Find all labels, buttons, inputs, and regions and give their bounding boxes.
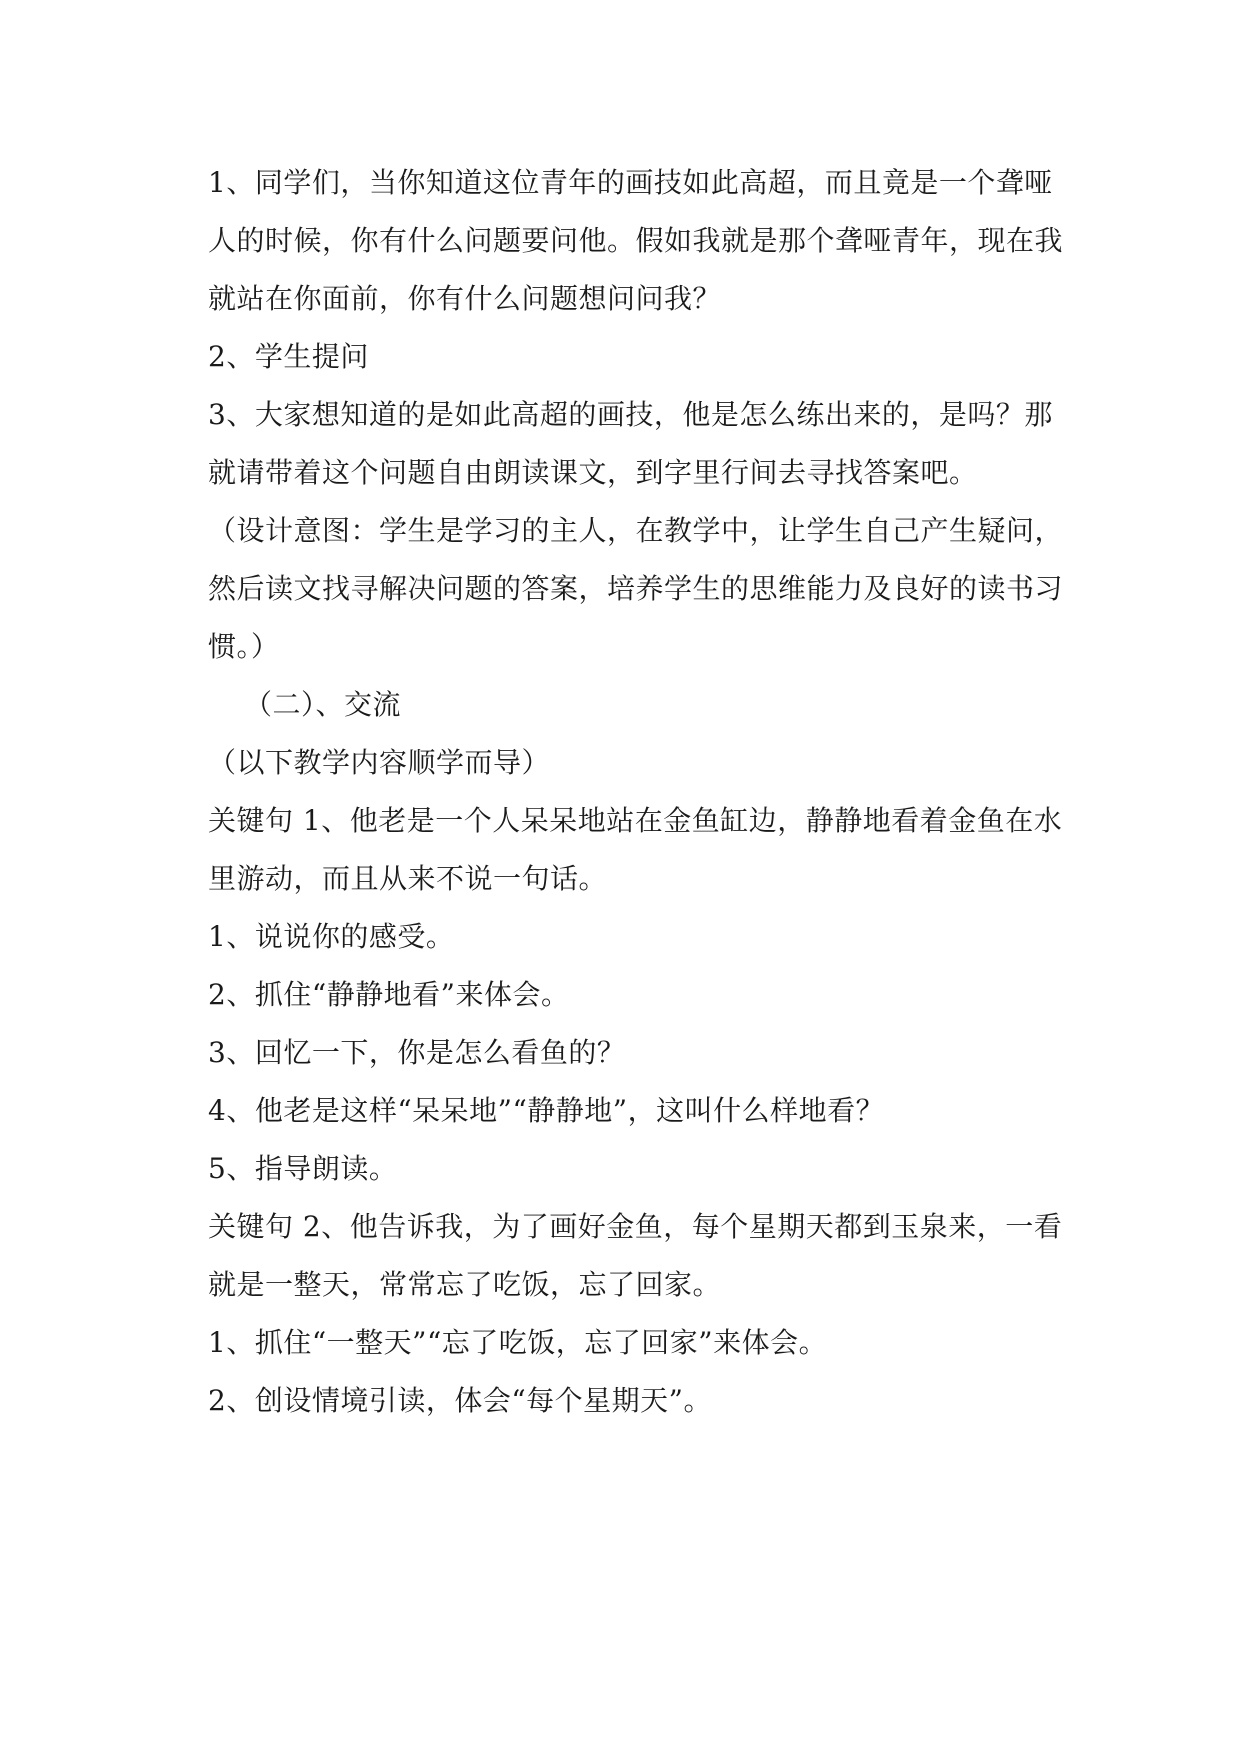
paragraph-line: 人的时候，你有什么问题要问他。假如我就是那个聋哑青年，现在我 [208, 224, 1064, 257]
key-sentence-line: 里游动，而且从来不说一句话。 [208, 862, 608, 895]
list-item: 4、他老是这样“呆呆地”“静静地”，这叫什么样地看？ [208, 1094, 885, 1127]
design-intent-line: 惯。） [208, 630, 280, 663]
list-item: 5、指导朗读。 [208, 1152, 398, 1185]
section-heading: （二）、交流 [244, 688, 402, 721]
list-item: 1、说说你的感受。 [208, 920, 455, 953]
list-item: 2、抓住“静静地看”来体会。 [208, 978, 570, 1011]
paragraph-line: 2、学生提问 [208, 340, 369, 373]
list-item: 2、创设情境引读，体会“每个星期天”。 [208, 1384, 712, 1417]
key-sentence-line: 关键句 2、他告诉我，为了画好金鱼，每个星期天都到玉泉来，一看 [208, 1210, 1063, 1243]
section-note: （以下教学内容顺学而导） [208, 746, 551, 779]
list-item: 3、回忆一下，你是怎么看鱼的？ [208, 1036, 626, 1069]
list-item: 1、抓住“一整天”“忘了吃饭，忘了回家”来体会。 [208, 1326, 828, 1359]
key-sentence-line: 关键句 1、他老是一个人呆呆地站在金鱼缸边，静静地看着金鱼在水 [208, 804, 1063, 837]
paragraph-line: 3、大家想知道的是如此高超的画技，他是怎么练出来的，是吗？那 [208, 398, 1053, 431]
key-sentence-line: 就是一整天，常常忘了吃饭，忘了回家。 [208, 1268, 722, 1301]
paragraph-line: 就请带着这个问题自由朗读课文，到字里行间去寻找答案吧。 [208, 456, 978, 489]
design-intent-line: （设计意图：学生是学习的主人，在教学中，让学生自己产生疑问， [208, 514, 1064, 547]
design-intent-line: 然后读文找寻解决问题的答案，培养学生的思维能力及良好的读书习 [208, 572, 1064, 605]
paragraph-line: 就站在你面前，你有什么问题想问问我？ [208, 282, 722, 315]
paragraph-line: 1、同学们，当你知道这位青年的画技如此高超，而且竟是一个聋哑 [208, 166, 1053, 199]
